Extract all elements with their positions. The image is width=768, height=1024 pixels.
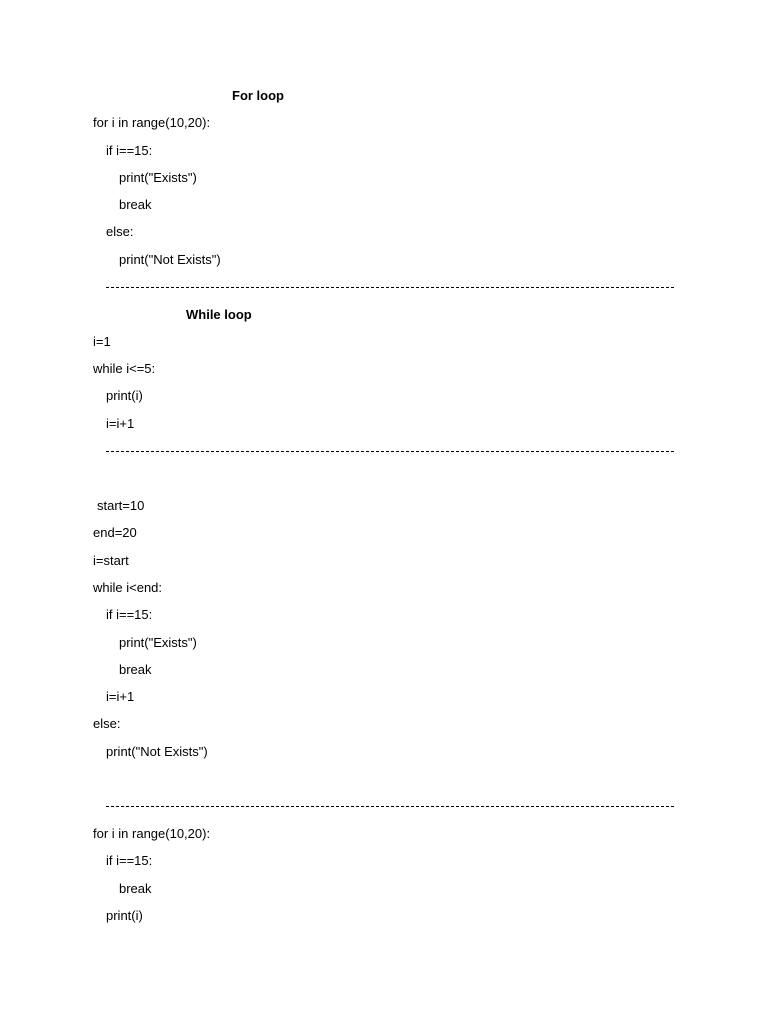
- code-line: break: [119, 197, 152, 212]
- code-line: i=1: [93, 334, 111, 349]
- code-line: if i==15:: [106, 853, 153, 868]
- code-line: if i==15:: [106, 143, 153, 158]
- code-line: while i<end:: [93, 580, 163, 595]
- code-line: if i==15:: [106, 607, 153, 622]
- code-line: else:: [106, 224, 134, 239]
- code-line: print("Exists"): [119, 170, 197, 185]
- section-heading-while-loop: While loop: [186, 307, 252, 322]
- code-line: i=i+1: [106, 689, 135, 704]
- code-line: print("Not Exists"): [106, 744, 208, 759]
- code-line: print("Exists"): [119, 635, 197, 650]
- code-line: else:: [93, 716, 121, 731]
- code-line: print(i): [106, 388, 143, 403]
- code-line: for i in range(10,20):: [93, 826, 211, 841]
- section-divider: [106, 287, 674, 288]
- code-line: break: [119, 662, 152, 677]
- section-divider: [106, 451, 674, 452]
- code-line: start=10: [97, 498, 145, 513]
- code-line: print("Not Exists"): [119, 252, 221, 267]
- section-divider: [106, 806, 674, 807]
- code-line: while i<=5:: [93, 361, 156, 376]
- code-line: print(i): [106, 908, 143, 923]
- code-line: break: [119, 881, 152, 896]
- code-line: i=start: [93, 553, 129, 568]
- code-line: end=20: [93, 525, 137, 540]
- code-line: for i in range(10,20):: [93, 115, 211, 130]
- code-line: i=i+1: [106, 416, 135, 431]
- section-heading-for-loop: For loop: [232, 88, 284, 103]
